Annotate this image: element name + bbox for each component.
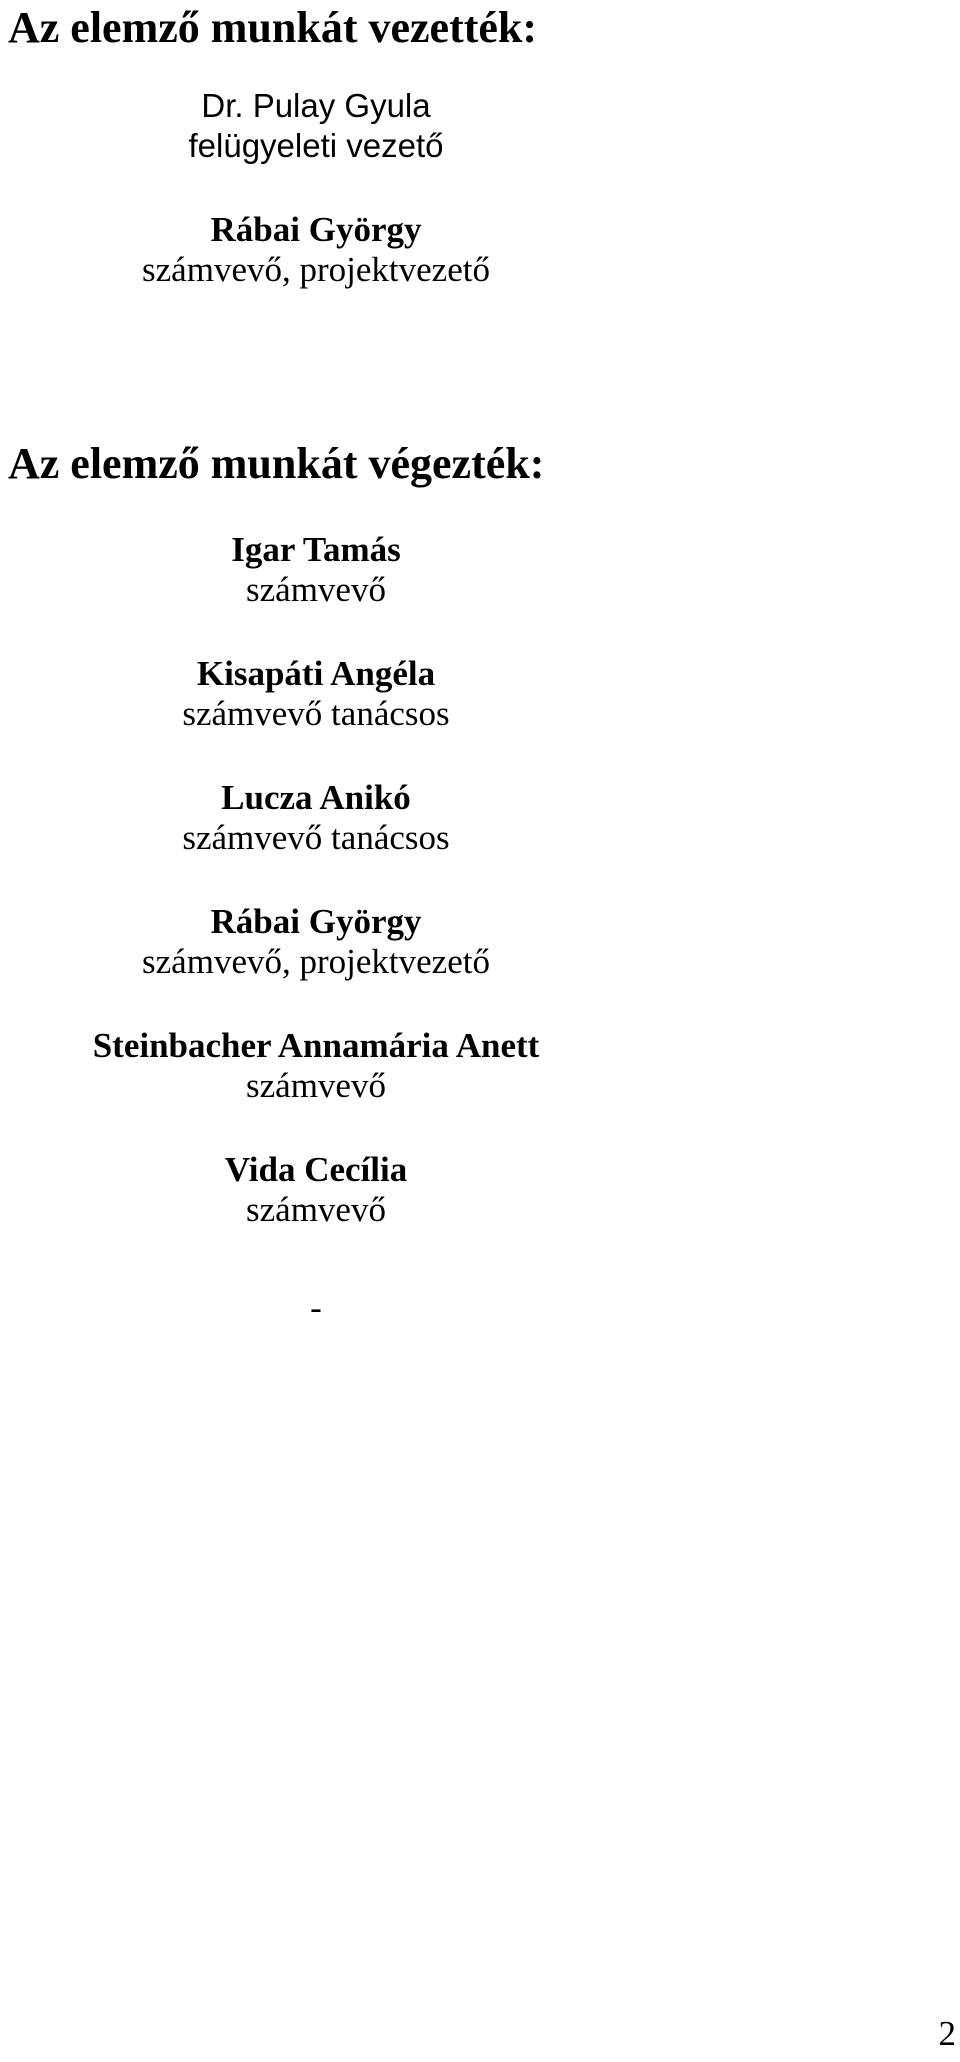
person-name: Steinbacher Annamária Anett bbox=[92, 1026, 540, 1065]
person-role: felügyeleti vezető bbox=[188, 127, 444, 164]
person-entry bbox=[0, 1150, 632, 1230]
person-role: számvevő bbox=[246, 1190, 386, 1229]
person-role: számvevő bbox=[246, 570, 386, 609]
person-name: Igar Tamás bbox=[231, 530, 401, 569]
person-role: számvevő, projektvezető bbox=[142, 250, 490, 289]
person-name: Vida Cecília bbox=[224, 1150, 408, 1189]
person-name: Rábai György bbox=[210, 902, 422, 941]
person-entry bbox=[0, 210, 632, 290]
person-role: számvevő tanácsos bbox=[182, 694, 450, 733]
person-entry bbox=[0, 778, 632, 858]
person-role: számvevő bbox=[246, 1066, 386, 1105]
person-name: Kisapáti Angéla bbox=[196, 654, 436, 693]
person-entry bbox=[0, 530, 632, 610]
person-role: számvevő, projektvezető bbox=[142, 942, 490, 981]
person-name: Rábai György bbox=[210, 210, 422, 249]
section-heading-staff: Az elemző munkát végezték: bbox=[8, 439, 545, 488]
page-number: 2 bbox=[938, 2014, 956, 2053]
section-heading-leaders: Az elemző munkát vezették: bbox=[8, 3, 538, 52]
separator-dash: - bbox=[310, 1288, 322, 1327]
person-name: Lucza Anikó bbox=[221, 778, 411, 817]
person-entry bbox=[0, 1026, 632, 1106]
person-role: számvevő tanácsos bbox=[182, 818, 450, 857]
person-entry bbox=[0, 654, 632, 734]
person-entry bbox=[0, 902, 632, 982]
person-name: Dr. Pulay Gyula bbox=[201, 87, 431, 124]
person-entry bbox=[0, 86, 632, 166]
